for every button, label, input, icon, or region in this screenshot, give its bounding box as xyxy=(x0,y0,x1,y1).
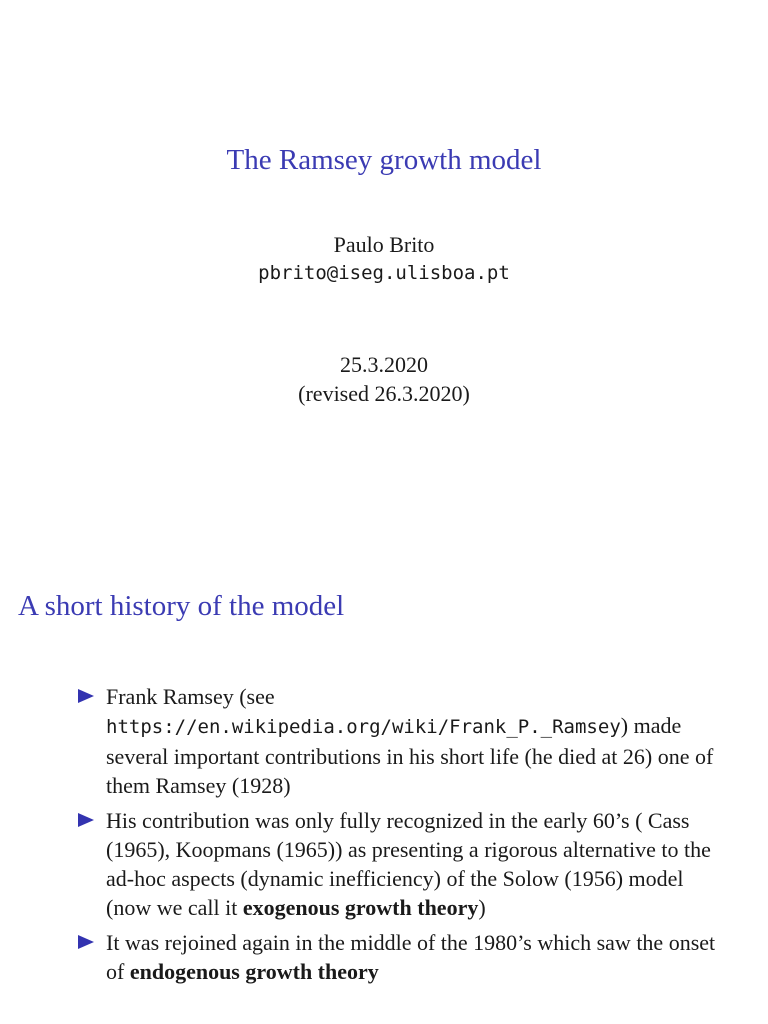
section-title: A short history of the model xyxy=(18,590,345,622)
triangle-right-icon xyxy=(78,813,94,827)
bullet-text: It was rejoined again in the middle of the 1980’s which saw the onset of xyxy=(106,930,716,984)
wikipedia-link[interactable]: https://en.wikipedia.org/wiki/Frank_P._Ramsey xyxy=(106,716,621,738)
list-item xyxy=(0,806,768,922)
bullet-text: Frank Ramsey (see xyxy=(106,684,275,709)
bullet-text: ) xyxy=(620,713,629,738)
bullet-text: ) xyxy=(478,895,486,920)
slide-title: The Ramsey growth model xyxy=(226,144,542,176)
triangle-right-icon xyxy=(78,689,94,703)
author-email: pbrito@iseg.ulisboa.pt xyxy=(258,262,510,284)
list-item xyxy=(0,682,768,800)
list-item xyxy=(0,928,768,986)
triangle-right-icon xyxy=(78,935,94,949)
author-name: Paulo Brito xyxy=(333,232,435,257)
slide-date: 25.3.2020 xyxy=(340,352,428,377)
bold-term: endogenous growth theory xyxy=(129,959,379,984)
revised-date: (revised 26.3.2020) xyxy=(298,381,470,406)
bold-term: exogenous growth theory xyxy=(242,895,479,920)
bullet-text: made several important contributions in his short life (he died at 26) one of them Ramsey (1928) xyxy=(106,713,714,798)
bullet-list xyxy=(0,682,768,992)
bullet-text: His contribution was only fully recognized in the early 60’s ( Cass (1965), Koopmans (1965)) as presenting a rigorous alternative to the ad-hoc aspects (dynamic inefficiency) of the Solow (1956) model (now we call it xyxy=(106,808,711,920)
